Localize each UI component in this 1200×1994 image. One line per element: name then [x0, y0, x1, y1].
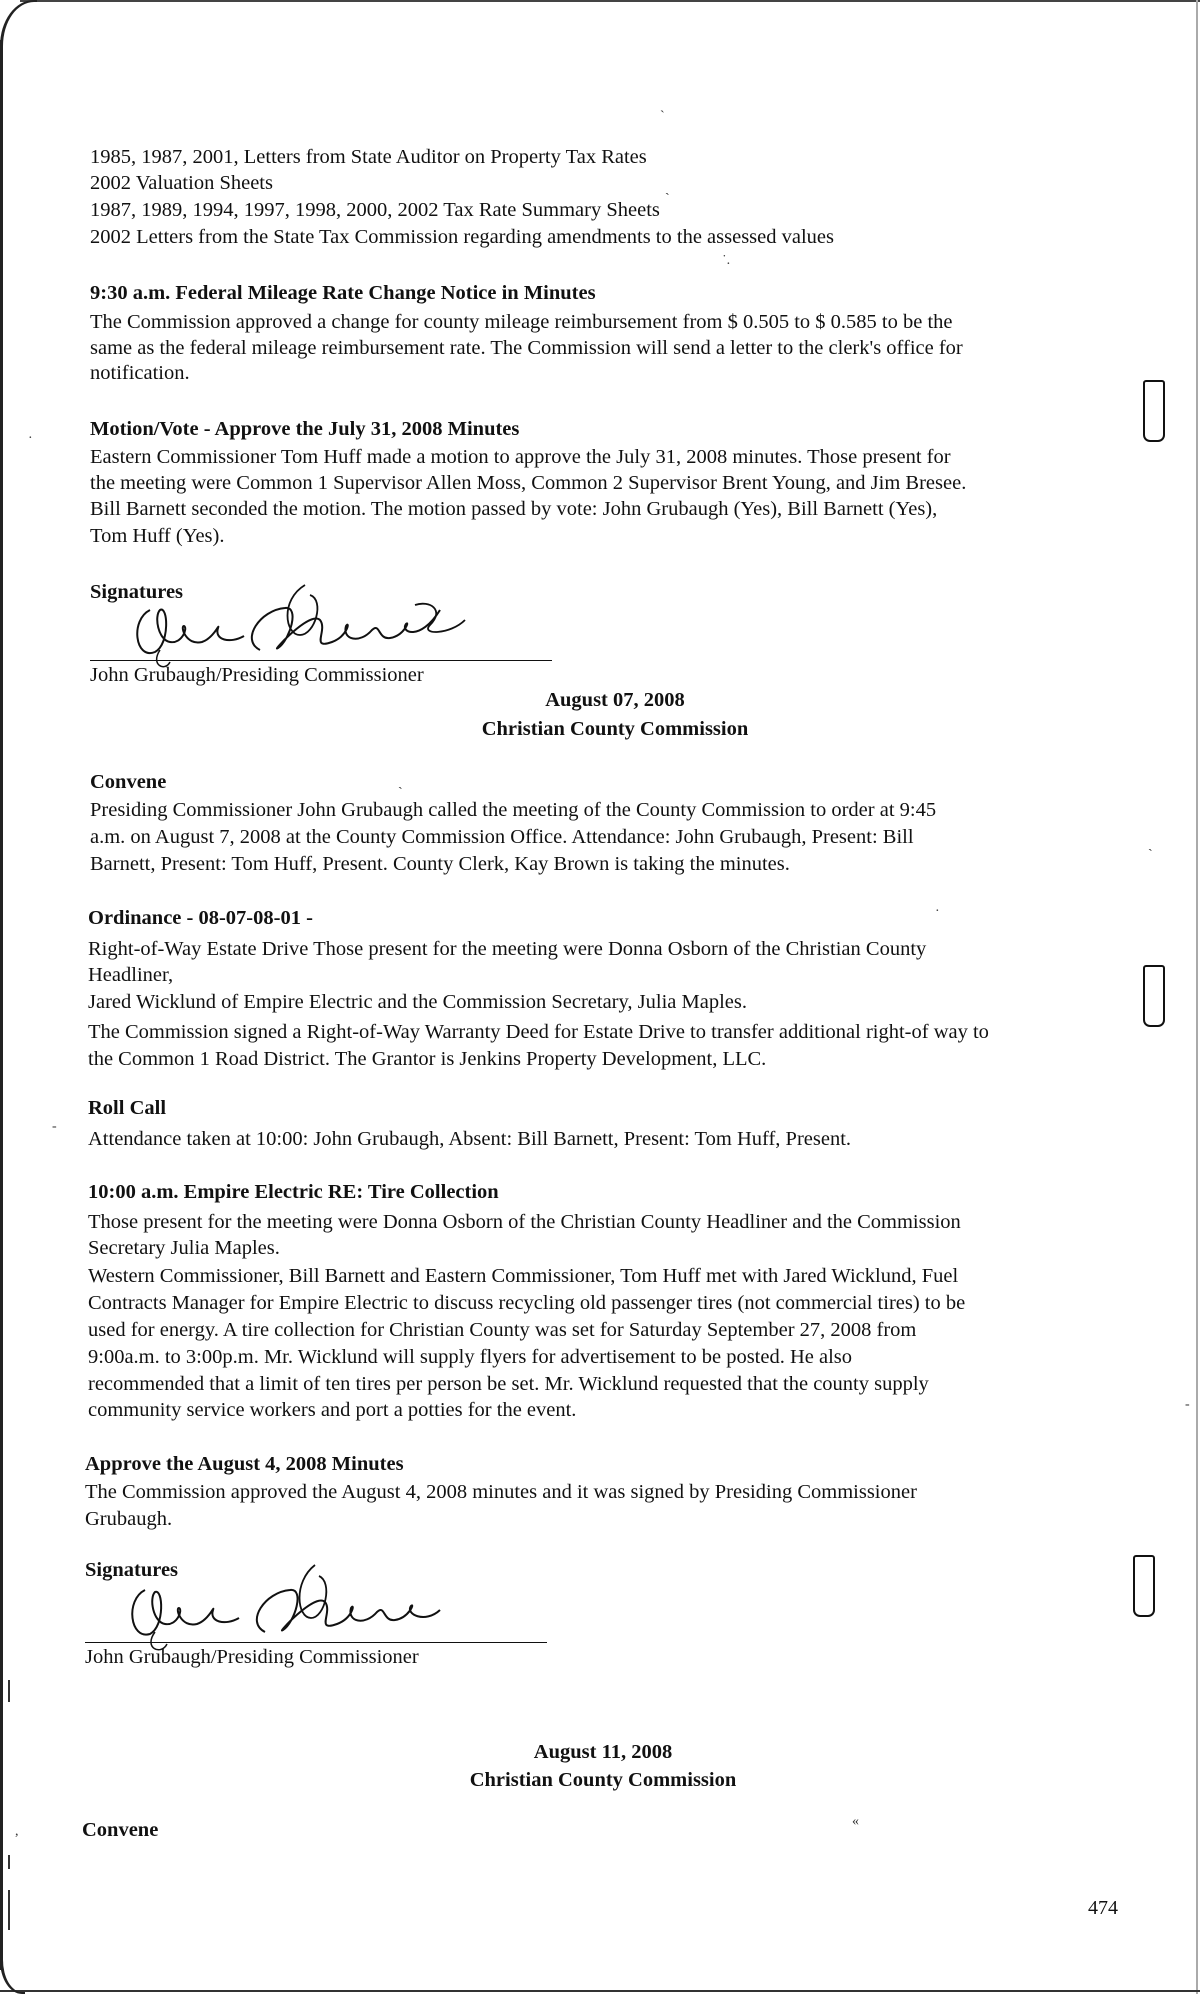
scan-speck: « — [852, 1814, 859, 1829]
paragraph-line: 9:00a.m. to 3:00p.m. Mr. Wicklund will supply flyers for advertisement to be posted. He also — [88, 1346, 853, 1368]
paragraph-line: Attendance taken at 10:00: John Grubaugh, Absent: Bill Barnett, Present: Tom Huff, Present. — [88, 1128, 852, 1150]
paragraph-line: Western Commissioner, Bill Barnett and Eastern Commissioner, Tom Huff met with Jared Wicklund, Fuel — [88, 1265, 959, 1287]
signatures-heading: Signatures — [90, 581, 184, 603]
signature-line — [90, 660, 552, 661]
section-heading-mileage: 9:30 a.m. Federal Mileage Rate Change Notice in Minutes — [90, 282, 596, 304]
paragraph-line: same as the federal mileage reimbursement rate. The Commission will send a letter to the clerk's office for — [90, 337, 963, 359]
paragraph-line: Tom Huff (Yes). — [90, 525, 225, 547]
paragraph-line: Jared Wicklund of Empire Electric and the Commission Secretary, Julia Maples. — [88, 991, 747, 1013]
paragraph-line: Grubaugh. — [85, 1508, 173, 1530]
signature-caption: John Grubaugh/Presiding Commissioner — [85, 1646, 419, 1668]
signature-line — [85, 1642, 547, 1643]
paragraph-line: notification. — [90, 362, 190, 384]
section-heading-approve-minutes: Approve the August 4, 2008 Minutes — [85, 1453, 404, 1475]
scan-edge-tick — [8, 1680, 10, 1702]
scan-speck: ` — [660, 109, 665, 124]
scan-edge-tick — [8, 1855, 10, 1869]
section-heading-roll-call: Roll Call — [88, 1097, 167, 1119]
page-edge-left — [0, 40, 3, 1970]
paragraph-line: Eastern Commissioner Tom Huff made a motion to approve the July 31, 2008 minutes. Those present for — [90, 446, 951, 468]
page-edge-top — [20, 0, 1200, 2]
records-line: 1985, 1987, 2001, Letters from State Auditor on Property Tax Rates — [90, 146, 647, 168]
records-line: 1987, 1989, 1994, 1997, 1998, 2000, 2002 Tax Rate Summary Sheets — [90, 199, 660, 221]
page-corner-bottom-left — [0, 1958, 25, 1994]
scan-speck: ˎ — [665, 181, 670, 196]
paragraph-line: the meeting were Common 1 Supervisor Allen Moss, Common 2 Supervisor Brent Young, and Jim Bresee. — [90, 472, 967, 494]
records-line: 2002 Valuation Sheets — [90, 172, 273, 194]
paragraph-line: Barnett, Present: Tom Huff, Present. County Clerk, Kay Brown is taking the minutes. — [90, 853, 790, 875]
paragraph-line: community service workers and port a potties for the event. — [88, 1399, 577, 1421]
page-corner-top-left — [0, 0, 37, 48]
page-edge-right — [1196, 0, 1198, 1994]
meeting-title: Christian County Commission — [481, 718, 749, 740]
paragraph-line: used for energy. A tire collection for Christian County was set for Saturday September 27, 2008 from — [88, 1319, 917, 1341]
scan-edge-tick — [8, 1890, 10, 1930]
signature-caption: John Grubaugh/Presiding Commissioner — [90, 664, 424, 686]
section-heading-convene: Convene — [82, 1819, 159, 1841]
paragraph-line: a.m. on August 7, 2008 at the County Commission Office. Attendance: John Grubaugh, Present: Bill — [90, 826, 914, 848]
paragraph-line: recommended that a limit of ten tires per person be set. Mr. Wicklund requested that the county supply — [88, 1373, 929, 1395]
section-heading-tire-collection: 10:00 a.m. Empire Electric RE: Tire Collection — [88, 1181, 499, 1203]
paragraph-line: Presiding Commissioner John Grubaugh called the meeting of the County Commission to order at 9:45 — [90, 799, 937, 821]
meeting-date: August 07, 2008 — [545, 689, 685, 711]
page-number: 474 — [1088, 1897, 1118, 1919]
paragraph-line: Right-of-Way Estate Drive Those present for the meeting were Donna Osborn of the Christian County — [88, 938, 927, 960]
scan-speck: , — [15, 1824, 19, 1839]
margin-bracket-mark — [1143, 965, 1165, 1027]
meeting-title: Christian County Commission — [469, 1769, 737, 1791]
scan-speck: ˎ — [1148, 837, 1153, 852]
scan-speck: ˙. — [722, 253, 731, 268]
paragraph-line: The Commission approved the August 4, 2008 minutes and it was signed by Presiding Commissioner — [85, 1481, 917, 1503]
section-heading-convene: Convene — [90, 771, 167, 793]
scan-speck: - — [1185, 1397, 1190, 1412]
scan-speck: - — [52, 1119, 57, 1134]
paragraph-line: the Common 1 Road District. The Grantor is Jenkins Property Development, LLC. — [88, 1048, 767, 1070]
margin-bracket-mark — [1133, 1555, 1155, 1617]
paragraph-line: The Commission approved a change for county mileage reimbursement from $ 0.505 to $ 0.585 to be the — [90, 311, 953, 333]
paragraph-line: The Commission signed a Right-of-Way Warranty Deed for Estate Drive to transfer additional right-of way to — [88, 1021, 989, 1043]
section-heading-motion: Motion/Vote - Approve the July 31, 2008 Minutes — [90, 418, 520, 440]
paragraph-line: Bill Barnett seconded the motion. The motion passed by vote: John Grubaugh (Yes), Bill Barnett (Yes), — [90, 498, 938, 520]
paragraph-line: Those present for the meeting were Donna Osborn of the Christian County Headliner and the Commission — [88, 1211, 961, 1233]
page-edge-bottom — [0, 1990, 1200, 1992]
scan-speck: · — [935, 904, 940, 919]
paragraph-line: Headliner, — [88, 964, 174, 986]
section-heading-ordinance: Ordinance - 08-07-08-01 - — [88, 907, 313, 929]
paragraph-line: Secretary Julia Maples. — [88, 1237, 280, 1259]
meeting-date: August 11, 2008 — [533, 1741, 673, 1763]
margin-bracket-mark — [1143, 380, 1165, 442]
scan-speck: ˎ — [398, 775, 403, 790]
scan-speck: · — [28, 431, 33, 446]
signatures-heading: Signatures — [85, 1559, 179, 1581]
records-line: 2002 Letters from the State Tax Commission regarding amendments to the assessed values — [90, 226, 835, 248]
paragraph-line: Contracts Manager for Empire Electric to discuss recycling old passenger tires (not commercial tires) to be — [88, 1292, 966, 1314]
